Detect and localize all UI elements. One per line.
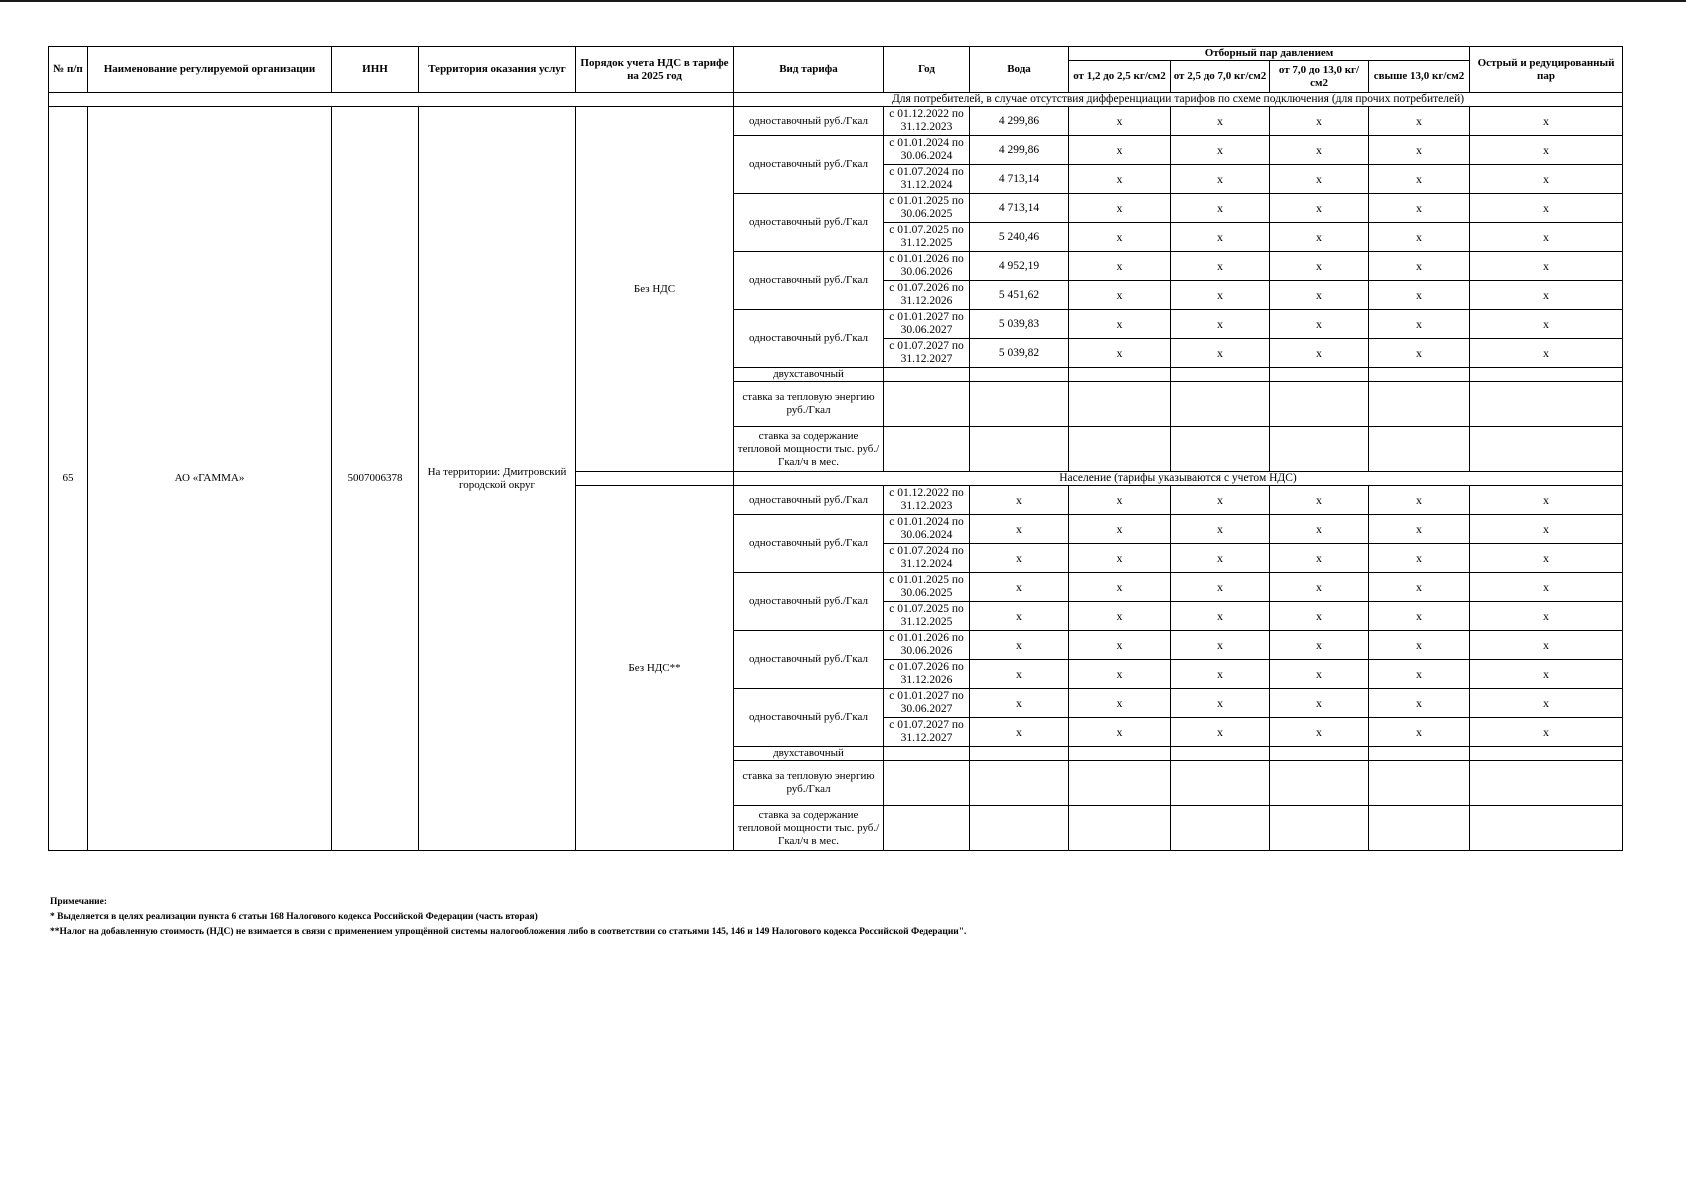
period: с 01.01.2026 по 30.06.2026 — [884, 252, 970, 281]
empty-cell — [1369, 761, 1470, 806]
empty-cell — [1171, 747, 1270, 761]
note-1: * Выделяется в целях реализации пункта 6 статьи 168 Налогового кодекса Российской Федерации (часть вторая) — [50, 912, 538, 922]
water-value: 4 713,14 — [970, 165, 1069, 194]
x-mark: х — [1369, 602, 1470, 631]
x-mark: х — [1069, 573, 1171, 602]
vat-spacer — [576, 472, 734, 486]
x-mark: х — [1369, 631, 1470, 660]
period: с 01.01.2024 по 30.06.2024 — [884, 136, 970, 165]
empty-cell — [970, 747, 1069, 761]
period: с 01.01.2027 по 30.06.2027 — [884, 689, 970, 718]
period: с 01.01.2024 по 30.06.2024 — [884, 515, 970, 544]
rate-energy-label: ставка за тепловую энергию руб./Гкал — [734, 761, 884, 806]
x-mark: х — [1171, 281, 1270, 310]
x-mark: х — [1171, 660, 1270, 689]
table-row — [49, 107, 1623, 136]
x-mark: х — [1171, 486, 1270, 515]
x-mark: х — [1369, 252, 1470, 281]
x-mark: х — [1470, 107, 1623, 136]
empty-cell — [970, 368, 1069, 382]
col-header-p4: свыше 13,0 кг/см2 — [1369, 61, 1470, 93]
x-mark: х — [1069, 223, 1171, 252]
empty-cell — [1171, 368, 1270, 382]
x-mark: х — [1069, 107, 1171, 136]
col-header-vat-order: Порядок учета НДС в тарифе на 2025 год — [576, 47, 734, 93]
x-mark: х — [1171, 107, 1270, 136]
x-mark: х — [1171, 718, 1270, 747]
period: с 01.07.2025 по 31.12.2025 — [884, 223, 970, 252]
x-mark: х — [1369, 660, 1470, 689]
empty-cell — [970, 806, 1069, 851]
x-mark: х — [1171, 602, 1270, 631]
empty-cell — [884, 382, 970, 427]
x-mark: х — [1069, 660, 1171, 689]
section-title-row — [49, 93, 1623, 107]
empty-cell — [1369, 806, 1470, 851]
col-header-year: Год — [884, 47, 970, 93]
empty-cell — [970, 761, 1069, 806]
empty-cell — [1270, 382, 1369, 427]
period: с 01.07.2026 по 31.12.2026 — [884, 660, 970, 689]
section-title: Для потребителей, в случае отсутствия дифференциации тарифов по схеме подключения (для прочих потребителей) — [734, 93, 1623, 107]
org-name: АО «ГАММА» — [88, 107, 332, 851]
x-mark: х — [1470, 631, 1623, 660]
empty-cell — [1069, 806, 1171, 851]
vat-order: Без НДС — [576, 107, 734, 472]
x-mark: х — [1470, 689, 1623, 718]
x-mark: х — [1270, 165, 1369, 194]
water-value: 4 299,86 — [970, 107, 1069, 136]
x-mark: х — [1171, 544, 1270, 573]
x-mark: х — [1171, 165, 1270, 194]
empty-cell — [1470, 382, 1623, 427]
water-value: 4 713,14 — [970, 194, 1069, 223]
x-mark: х — [1470, 602, 1623, 631]
empty-cell — [49, 93, 734, 107]
rate-capacity-label: ставка за содержание тепловой мощности тыс. руб./Гкал/ч в мес. — [734, 806, 884, 851]
x-mark: х — [1171, 689, 1270, 718]
x-mark: х — [1270, 310, 1369, 339]
col-header-num: № п/п — [49, 47, 88, 93]
x-mark: х — [1069, 165, 1171, 194]
col-header-p1: от 1,2 до 2,5 кг/см2 — [1069, 61, 1171, 93]
period: с 01.07.2027 по 31.12.2027 — [884, 339, 970, 368]
tariff-type: одноставочный руб./Гкал — [734, 631, 884, 689]
empty-cell — [1270, 368, 1369, 382]
empty-cell — [1069, 368, 1171, 382]
col-header-steam-group: Отборный пар давлением — [1069, 47, 1470, 61]
x-mark: х — [1171, 631, 1270, 660]
two-part-label: двухставочный — [734, 747, 884, 761]
x-mark: х — [1171, 194, 1270, 223]
x-mark: х — [1270, 223, 1369, 252]
rate-energy-label: ставка за тепловую энергию руб./Гкал — [734, 382, 884, 427]
col-header-territory: Территория оказания услуг — [419, 47, 576, 93]
x-mark: х — [1069, 689, 1171, 718]
x-mark: х — [1470, 223, 1623, 252]
x-mark: х — [1171, 136, 1270, 165]
water-value: 5 451,62 — [970, 281, 1069, 310]
x-mark: х — [1369, 165, 1470, 194]
x-mark: х — [1171, 310, 1270, 339]
water-value: 5 039,82 — [970, 339, 1069, 368]
empty-cell — [1470, 747, 1623, 761]
x-mark: х — [1270, 252, 1369, 281]
water-value: 4 299,86 — [970, 136, 1069, 165]
x-mark: х — [1369, 223, 1470, 252]
water-value: х — [970, 602, 1069, 631]
x-mark: х — [1069, 631, 1171, 660]
x-mark: х — [1369, 281, 1470, 310]
x-mark: х — [1171, 573, 1270, 602]
water-value: х — [970, 486, 1069, 515]
water-value: 4 952,19 — [970, 252, 1069, 281]
x-mark: х — [1270, 573, 1369, 602]
period: с 01.01.2027 по 30.06.2027 — [884, 310, 970, 339]
water-value: 5 039,83 — [970, 310, 1069, 339]
x-mark: х — [1470, 281, 1623, 310]
org-num: 65 — [49, 107, 88, 851]
x-mark: х — [1369, 136, 1470, 165]
period: с 01.07.2027 по 31.12.2027 — [884, 718, 970, 747]
x-mark: х — [1369, 194, 1470, 223]
empty-cell — [1171, 761, 1270, 806]
empty-cell — [1270, 761, 1369, 806]
tariff-type: одноставочный руб./Гкал — [734, 136, 884, 194]
x-mark: х — [1069, 515, 1171, 544]
x-mark: х — [1369, 718, 1470, 747]
water-value: х — [970, 573, 1069, 602]
x-mark: х — [1470, 310, 1623, 339]
org-territory: На территории: Дмитровский городской округ — [419, 107, 576, 851]
x-mark: х — [1470, 165, 1623, 194]
x-mark: х — [1270, 660, 1369, 689]
x-mark: х — [1069, 602, 1171, 631]
tariff-type: одноставочный руб./Гкал — [734, 310, 884, 368]
period: с 01.07.2026 по 31.12.2026 — [884, 281, 970, 310]
x-mark: х — [1069, 486, 1171, 515]
empty-cell — [1171, 382, 1270, 427]
x-mark: х — [1069, 281, 1171, 310]
x-mark: х — [1470, 194, 1623, 223]
x-mark: х — [1470, 136, 1623, 165]
x-mark: х — [1369, 310, 1470, 339]
footnotes — [50, 895, 1610, 940]
empty-cell — [884, 761, 970, 806]
col-header-p2: от 2,5 до 7,0 кг/см2 — [1171, 61, 1270, 93]
water-value: х — [970, 515, 1069, 544]
x-mark: х — [1270, 631, 1369, 660]
rate-capacity-label: ставка за содержание тепловой мощности тыс. руб./Гкал/ч в мес. — [734, 427, 884, 472]
empty-cell — [1171, 427, 1270, 472]
tariff-type: одноставочный руб./Гкал — [734, 252, 884, 310]
x-mark: х — [1270, 689, 1369, 718]
empty-cell — [1470, 806, 1623, 851]
water-value: х — [970, 660, 1069, 689]
empty-cell — [1270, 806, 1369, 851]
empty-cell — [1470, 427, 1623, 472]
x-mark: х — [1369, 486, 1470, 515]
x-mark: х — [1270, 602, 1369, 631]
x-mark: х — [1270, 486, 1369, 515]
period: с 01.07.2024 по 31.12.2024 — [884, 544, 970, 573]
vat-order: Без НДС** — [576, 486, 734, 851]
col-header-tariff-type: Вид тарифа — [734, 47, 884, 93]
x-mark: х — [1270, 281, 1369, 310]
empty-cell — [1470, 761, 1623, 806]
empty-cell — [970, 382, 1069, 427]
tariff-type: одноставочный руб./Гкал — [734, 689, 884, 747]
empty-cell — [884, 806, 970, 851]
x-mark: х — [1470, 573, 1623, 602]
water-value: 5 240,46 — [970, 223, 1069, 252]
x-mark: х — [1171, 252, 1270, 281]
col-header-sharp-steam: Острый и редуцированный пар — [1470, 47, 1623, 93]
x-mark: х — [1470, 544, 1623, 573]
water-value: х — [970, 718, 1069, 747]
tariff-table — [48, 46, 1623, 851]
empty-cell — [1369, 747, 1470, 761]
x-mark: х — [1369, 515, 1470, 544]
section-title: Население (тарифы указываются с учетом НДС) — [734, 472, 1623, 486]
x-mark: х — [1470, 339, 1623, 368]
x-mark: х — [1369, 689, 1470, 718]
x-mark: х — [1069, 339, 1171, 368]
water-value: х — [970, 631, 1069, 660]
empty-cell — [970, 427, 1069, 472]
x-mark: х — [1369, 544, 1470, 573]
period: с 01.12.2022 по 31.12.2023 — [884, 486, 970, 515]
empty-cell — [884, 747, 970, 761]
x-mark: х — [1171, 223, 1270, 252]
empty-cell — [884, 368, 970, 382]
x-mark: х — [1270, 718, 1369, 747]
col-header-water: Вода — [970, 47, 1069, 93]
x-mark: х — [1270, 107, 1369, 136]
empty-cell — [884, 427, 970, 472]
note-title: Примечание: — [50, 897, 108, 907]
empty-cell — [1369, 368, 1470, 382]
x-mark: х — [1069, 252, 1171, 281]
empty-cell — [1470, 368, 1623, 382]
period: с 01.01.2026 по 30.06.2026 — [884, 631, 970, 660]
note-2: **Налог на добавленную стоимость (НДС) не взимается в связи с применением упрощённой системы налогообложения либо в соответствии со статьями 145, 146 и 149 Налогового кодекса Российской Федерации". — [50, 927, 967, 937]
empty-cell — [1069, 761, 1171, 806]
x-mark: х — [1270, 194, 1369, 223]
top-border-line — [0, 0, 1686, 2]
period: с 01.01.2025 по 30.06.2025 — [884, 573, 970, 602]
x-mark: х — [1171, 515, 1270, 544]
empty-cell — [1069, 382, 1171, 427]
empty-cell — [1369, 427, 1470, 472]
x-mark: х — [1069, 310, 1171, 339]
col-header-p3: от 7,0 до 13,0 кг/см2 — [1270, 61, 1369, 93]
x-mark: х — [1369, 339, 1470, 368]
tariff-type: одноставочный руб./Гкал — [734, 573, 884, 631]
x-mark: х — [1270, 339, 1369, 368]
water-value: х — [970, 689, 1069, 718]
col-header-org-name: Наименование регулируемой организации — [88, 47, 332, 93]
tariff-type: одноставочный руб./Гкал — [734, 194, 884, 252]
x-mark: х — [1470, 660, 1623, 689]
x-mark: х — [1369, 107, 1470, 136]
tariff-type: одноставочный руб./Гкал — [734, 515, 884, 573]
x-mark: х — [1270, 515, 1369, 544]
period: с 01.07.2024 по 31.12.2024 — [884, 165, 970, 194]
x-mark: х — [1270, 136, 1369, 165]
water-value: х — [970, 544, 1069, 573]
empty-cell — [1270, 747, 1369, 761]
empty-cell — [1069, 427, 1171, 472]
tariff-type: одноставочный руб./Гкал — [734, 107, 884, 136]
period: с 01.12.2022 по 31.12.2023 — [884, 107, 970, 136]
x-mark: х — [1171, 339, 1270, 368]
x-mark: х — [1069, 136, 1171, 165]
x-mark: х — [1470, 718, 1623, 747]
empty-cell — [1069, 747, 1171, 761]
x-mark: х — [1470, 515, 1623, 544]
x-mark: х — [1069, 194, 1171, 223]
x-mark: х — [1069, 718, 1171, 747]
x-mark: х — [1270, 544, 1369, 573]
col-header-inn: ИНН — [332, 47, 419, 93]
empty-cell — [1270, 427, 1369, 472]
org-inn: 5007006378 — [332, 107, 419, 851]
tariff-type: одноставочный руб./Гкал — [734, 486, 884, 515]
empty-cell — [1171, 806, 1270, 851]
period: с 01.01.2025 по 30.06.2025 — [884, 194, 970, 223]
x-mark: х — [1069, 544, 1171, 573]
two-part-label: двухставочный — [734, 368, 884, 382]
x-mark: х — [1369, 573, 1470, 602]
x-mark: х — [1470, 486, 1623, 515]
period: с 01.07.2025 по 31.12.2025 — [884, 602, 970, 631]
x-mark: х — [1470, 252, 1623, 281]
empty-cell — [1369, 382, 1470, 427]
